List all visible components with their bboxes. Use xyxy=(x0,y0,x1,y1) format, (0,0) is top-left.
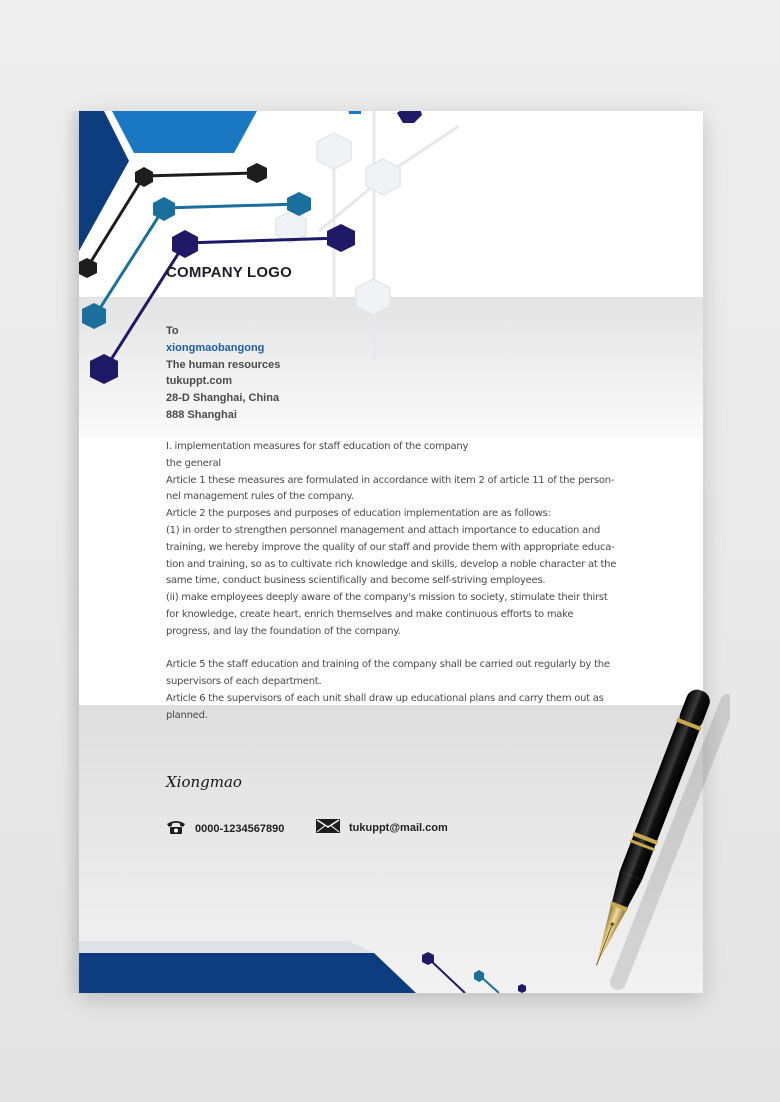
recipient-city: 888 Shanghai xyxy=(166,408,237,421)
body-line: Article 5 the staff education and training of the company shall be carried out regularly by the xyxy=(166,659,610,671)
signature: Xiongmao xyxy=(166,773,242,791)
body-line: (1) in order to strengthen personnel management and attach importance to education and xyxy=(166,524,601,536)
body-line: tion and training, so as to cultivate rich knowledge and skills, develop a noble character at the xyxy=(166,558,617,570)
letter-body xyxy=(166,439,618,725)
paper-shadow xyxy=(64,111,79,993)
email-contact xyxy=(316,819,448,836)
recipient-address xyxy=(166,323,280,424)
body-line: I. implementation measures for staff education of the company xyxy=(166,441,469,452)
body-line: nel management rules of the company. xyxy=(166,491,354,503)
body-line: Article 1 these measures are formulated in accordance with item 2 of article 11 of the person- xyxy=(166,474,615,486)
phone-contact xyxy=(166,819,284,838)
fountain-pen-icon xyxy=(560,676,730,996)
body-line: supervisors of each department. xyxy=(166,676,322,688)
body-line: training, we hereby improve the quality of our staff and provide them with appropriate educa- xyxy=(166,541,615,553)
body-line: for knowledge, create heart, enrich themselves and make continuous efforts to make xyxy=(166,608,574,620)
to-label: To xyxy=(166,325,179,337)
body-line: same time, conduct business scientifically and become self-striving employees. xyxy=(166,575,546,587)
body-line: planned. xyxy=(166,709,208,721)
email-address: tukuppt@mail.com xyxy=(349,821,448,834)
body-line: Article 2 the purposes and purposes of education implementation are as follows: xyxy=(166,508,551,520)
envelope-icon xyxy=(316,819,340,836)
recipient-name: xiongmaobangong xyxy=(166,341,265,354)
body-line xyxy=(166,641,618,658)
recipient-department: The human resources xyxy=(166,358,281,371)
telephone-icon xyxy=(166,819,186,838)
body-line: the general xyxy=(166,457,221,469)
phone-number: 0000-1234567890 xyxy=(195,822,285,835)
body-line: Article 6 the supervisors of each unit shall draw up educational plans and carry them out as xyxy=(166,692,604,704)
company-logo: COMPANY LOGO xyxy=(166,264,293,281)
body-line: progress, and lay the foundation of the company. xyxy=(166,625,401,637)
recipient-street: 28-D Shanghai, China xyxy=(166,392,280,405)
recipient-website: tukuppt.com xyxy=(166,375,232,388)
body-line: (ii) make employees deeply aware of the company's mission to society, stimulate their thirst xyxy=(166,592,608,604)
